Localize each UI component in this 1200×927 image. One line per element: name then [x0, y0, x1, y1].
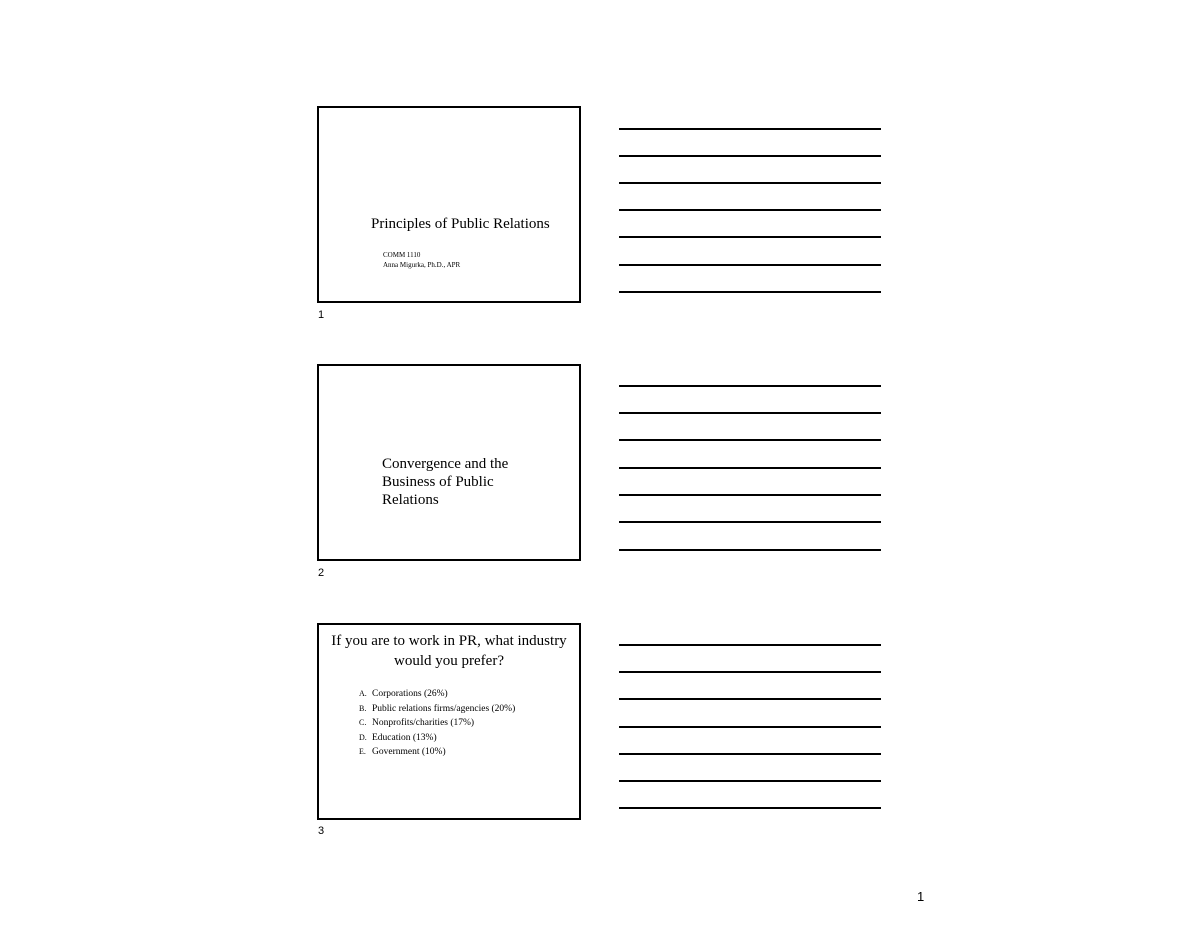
poll-options-list — [359, 687, 515, 760]
author-name: Anna Migurka, Ph.D., APR — [383, 261, 461, 269]
note-line — [619, 467, 881, 469]
list-item: C. Nonprofits/charities (17%) — [359, 718, 475, 728]
slide-title: If you are to work in PR, what industry would you prefer? — [331, 633, 567, 669]
note-line — [619, 780, 881, 782]
note-line — [619, 671, 881, 673]
note-line — [619, 644, 881, 646]
list-item: E. Government (10%) — [359, 747, 446, 757]
list-item: B. Public relations firms/agencies (20%) — [359, 703, 516, 714]
list-item: D. Education (13%) — [359, 732, 437, 743]
slide-number: 1 — [318, 309, 325, 321]
note-line — [619, 753, 881, 755]
slide-number: 2 — [318, 567, 325, 579]
list-item: A. Corporations (26%) — [359, 689, 448, 699]
slide-title: Convergence and the Business of Public Relations — [382, 456, 509, 508]
slide-title: Principles of Public Relations — [371, 216, 550, 232]
note-line — [619, 698, 881, 700]
note-line — [619, 439, 881, 441]
note-line — [619, 236, 881, 238]
note-line — [619, 182, 881, 184]
note-line — [619, 291, 881, 293]
slide-subtitle — [383, 250, 460, 270]
slide-number: 3 — [318, 825, 325, 837]
slide-1-thumbnail — [317, 106, 581, 303]
note-line — [619, 726, 881, 728]
slide-3-thumbnail — [317, 623, 581, 820]
note-line — [619, 412, 881, 414]
note-line — [619, 155, 881, 157]
note-line — [619, 494, 881, 496]
note-line — [619, 209, 881, 211]
slide-2-thumbnail — [317, 364, 581, 561]
note-line — [619, 264, 881, 266]
note-line — [619, 521, 881, 523]
note-line — [619, 385, 881, 387]
page-number: 1 — [917, 889, 925, 904]
note-line — [619, 549, 881, 551]
note-line — [619, 807, 881, 809]
note-line — [619, 128, 881, 130]
course-code: COMM 1110 — [383, 251, 421, 259]
